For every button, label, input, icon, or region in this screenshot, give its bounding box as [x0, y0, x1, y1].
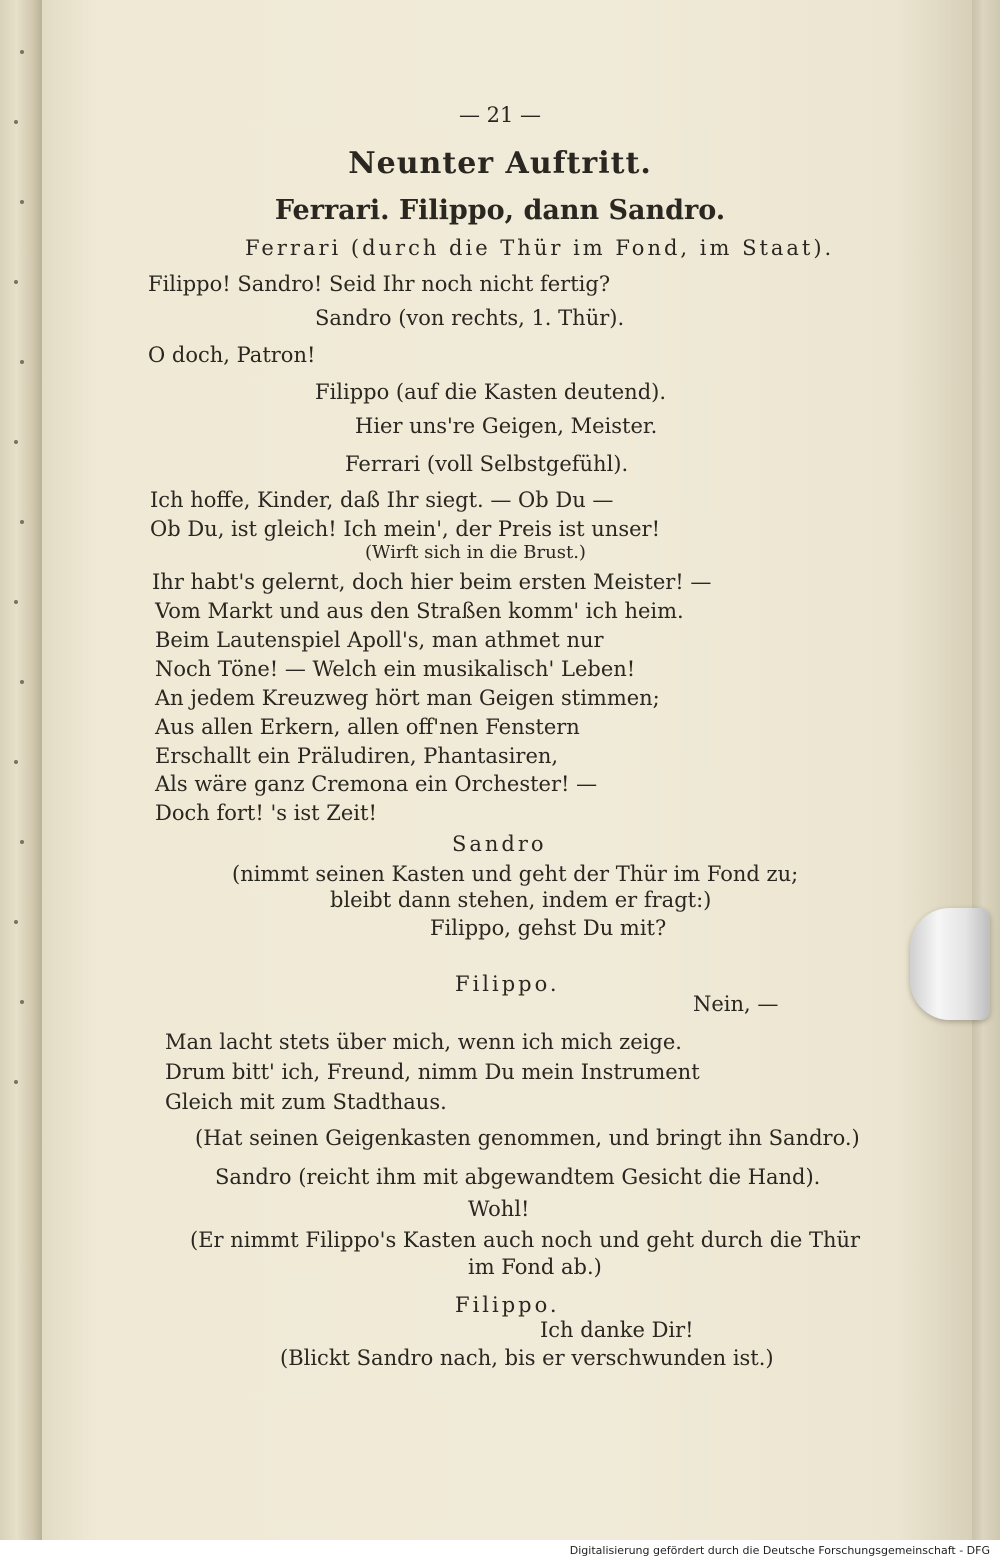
verse-line: Aus allen Erkern, allen off'nen Fenstern — [155, 715, 580, 739]
stage-direction: Ferrari (durch die Thür im Fond, im Staat). — [245, 236, 835, 260]
binding-dot — [20, 50, 24, 54]
speaker-line: Sandro (von rechts, 1. Thür). — [315, 306, 625, 330]
characters-line: Ferrari. Filippo, dann Sandro. — [274, 195, 726, 226]
verse-line: Ich danke Dir! — [540, 1318, 694, 1342]
binding-dot — [20, 1000, 24, 1004]
stage-direction: (nimmt seinen Kasten und geht der Thür im Fond zu; — [232, 862, 799, 886]
stage-direction: (Wirft sich in die Brust.) — [365, 542, 586, 563]
speaker-line: Sandro (reicht ihm mit abgewandtem Gesicht die Hand). — [215, 1165, 821, 1189]
verse-line: Drum bitt' ich, Freund, nimm Du mein Instrument — [165, 1060, 700, 1084]
verse-line: Wohl! — [468, 1197, 530, 1221]
verse-line: Erschallt ein Präludiren, Phantasiren, — [155, 744, 559, 768]
binding-dot — [14, 280, 18, 284]
stage-direction: (Blickt Sandro nach, bis er verschwunden ist.) — [280, 1346, 774, 1370]
verse-line: O doch, Patron! — [148, 343, 316, 367]
binding-dot — [14, 920, 18, 924]
verse-line: Ob Du, ist gleich! Ich mein', der Preis ist unser! — [150, 517, 661, 541]
plastic-clip — [910, 908, 990, 1020]
verse-line: Hier uns're Geigen, Meister. — [355, 414, 658, 438]
speaker-line: Sandro — [452, 832, 547, 856]
verse-line: Ich hoffe, Kinder, daß Ihr siegt. — Ob Du — — [150, 488, 614, 512]
binding-dot — [20, 840, 24, 844]
stage-direction: (Hat seinen Geigenkasten genommen, und bringt ihn Sandro.) — [195, 1126, 860, 1150]
binding-dot — [20, 680, 24, 684]
book-gutter — [0, 0, 42, 1563]
verse-line: Man lacht stets über mich, wenn ich mich zeige. — [165, 1030, 682, 1054]
speaker-line: Filippo. — [455, 972, 560, 996]
verse-line: Filippo! Sandro! Seid Ihr noch nicht fertig? — [148, 272, 611, 296]
verse-line: Beim Lautenspiel Apoll's, man athmet nur — [155, 628, 604, 652]
verse-line: Vom Markt und aus den Straßen komm' ich heim. — [155, 599, 684, 623]
verse-line: Gleich mit zum Stadthaus. — [165, 1090, 447, 1114]
stage-direction: im Fond ab.) — [468, 1255, 602, 1279]
stage-direction: bleibt dann stehen, indem er fragt:) — [330, 888, 712, 912]
binding-dot — [14, 440, 18, 444]
stage-direction: (Er nimmt Filippo's Kasten auch noch und geht durch die Thür — [190, 1228, 861, 1252]
speaker-line: Ferrari (voll Selbstgefühl). — [345, 452, 629, 476]
verse-line: An jedem Kreuzweg hört man Geigen stimmen; — [155, 686, 660, 710]
verse-line: Als wäre ganz Cremona ein Orchester! — — [155, 772, 598, 796]
page-edge — [972, 0, 1000, 1540]
binding-dot — [14, 1080, 18, 1084]
binding-dot — [14, 600, 18, 604]
verse-line: Ihr habt's gelernt, doch hier beim ersten Meister! — — [152, 570, 712, 594]
binding-dot — [20, 520, 24, 524]
speaker-line: Filippo. — [455, 1293, 560, 1317]
footer-bar — [0, 1540, 1000, 1563]
speaker-line: Filippo (auf die Kasten deutend). — [315, 380, 667, 404]
scene-title: Neunter Auftritt. — [348, 146, 652, 181]
binding-dot — [14, 760, 18, 764]
verse-line: Nein, — — [693, 992, 779, 1016]
verse-line: Noch Töne! — Welch ein musikalisch' Leben! — [155, 657, 636, 681]
verse-line: Doch fort! 's ist Zeit! — [155, 801, 377, 825]
page-number: — 21 — — [458, 103, 542, 127]
verse-line: Filippo, gehst Du mit? — [430, 916, 667, 940]
binding-dot — [20, 360, 24, 364]
footer-credit: Digitalisierung gefördert durch die Deutsche Forschungsgemeinschaft - DFG — [569, 1544, 990, 1557]
